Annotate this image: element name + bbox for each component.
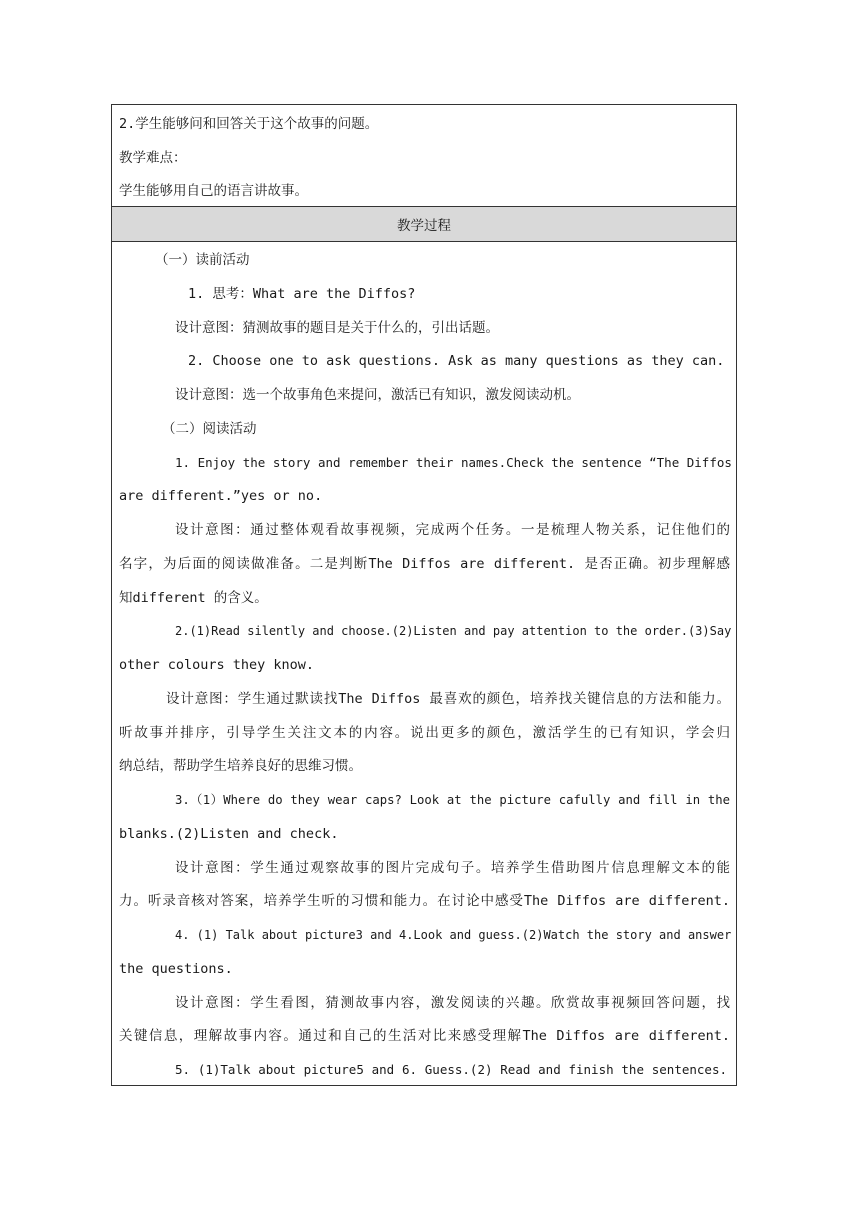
intent-1-line-2: 名字，为后面的阅读做准备。二是判断The Diffos are different. 是否正确。初步理解感 — [119, 556, 730, 572]
step-1-line-2: are different.”yes or no. — [119, 488, 323, 504]
step-3-line-1: 3.（1）Where do they wear caps? Look at the picture cafully and fill in the — [175, 793, 730, 807]
pre-reading-title: （一）读前活动 — [155, 252, 250, 268]
step-2-line-1: 2.(1)Read silently and choose.(2)Listen and pay attention to the order.(3)Say — [175, 624, 732, 638]
pre-reading-intent-1: 设计意图：猜测故事的题目是关于什么的，引出话题。 — [175, 320, 499, 336]
difficulty-label: 教学难点： — [119, 150, 187, 166]
process-header-text: 教学过程 — [397, 218, 451, 234]
intent-2-line-1: 设计意图：学生通过默读找The Diffos 最喜欢的颜色，培养找关键信息的方法和能力。 — [166, 691, 730, 707]
objective-item-2: 2.学生能够问和回答关于这个故事的问题。 — [119, 116, 379, 132]
intent-1-line-1: 设计意图：通过整体观看故事视频，完成两个任务。一是梳理人物关系，记住他们的 — [175, 522, 730, 538]
intent-4-line-1: 设计意图：学生看图，猜测故事内容，激发阅读的兴趣。欣赏故事视频回答问题，找 — [175, 995, 730, 1011]
pre-reading-step-1: 1. 思考：What are the Diffos? — [188, 286, 416, 302]
step-4-line-2: the questions. — [119, 961, 233, 977]
difficulty-text: 学生能够用自己的语言讲故事。 — [119, 183, 308, 199]
pre-reading-intent-2: 设计意图：选一个故事角色来提问，激活已有知识，激发阅读动机。 — [175, 387, 580, 403]
step-2-line-2: other colours they know. — [119, 657, 315, 673]
step-4-line-1: 4. (1) Talk about picture3 and 4.Look and guess.(2)Watch the story and answer — [175, 928, 732, 942]
objectives-cell — [112, 105, 736, 207]
process-header — [112, 207, 736, 242]
step-5-line-1: 5. (1)Talk about picture5 and 6. Guess.(2) Read and finish the sentences. — [175, 1062, 727, 1077]
intent-3-line-1: 设计意图：学生通过观察故事的图片完成句子。培养学生借助图片信息理解文本的能 — [175, 860, 730, 876]
intent-4-line-2: 关键信息，理解故事内容。通过和自己的生活对比来感受理解The Diffos are different. — [119, 1028, 730, 1044]
intent-2-line-2: 听故事并排序，引导学生关注文本的内容。说出更多的颜色，激活学生的已有知识，学会归 — [119, 725, 730, 741]
step-3-line-2: blanks.(2)Listen and check. — [119, 826, 339, 842]
pre-reading-step-2: 2. Choose one to ask questions. Ask as many questions as they can. — [188, 353, 725, 369]
intent-1-line-3: 知different 的含义。 — [119, 590, 268, 606]
while-reading-title: （二）阅读活动 — [162, 421, 257, 437]
intent-3-line-2: 力。听录音核对答案，培养学生听的习惯和能力。在讨论中感受The Diffos are different. — [119, 893, 730, 909]
lesson-plan-table — [111, 104, 737, 1086]
step-1-line-1: 1. Enjoy the story and remember their names.Check the sentence “The Diffos — [175, 455, 732, 470]
intent-2-line-3: 纳总结，帮助学生培养良好的思维习惯。 — [119, 758, 362, 774]
